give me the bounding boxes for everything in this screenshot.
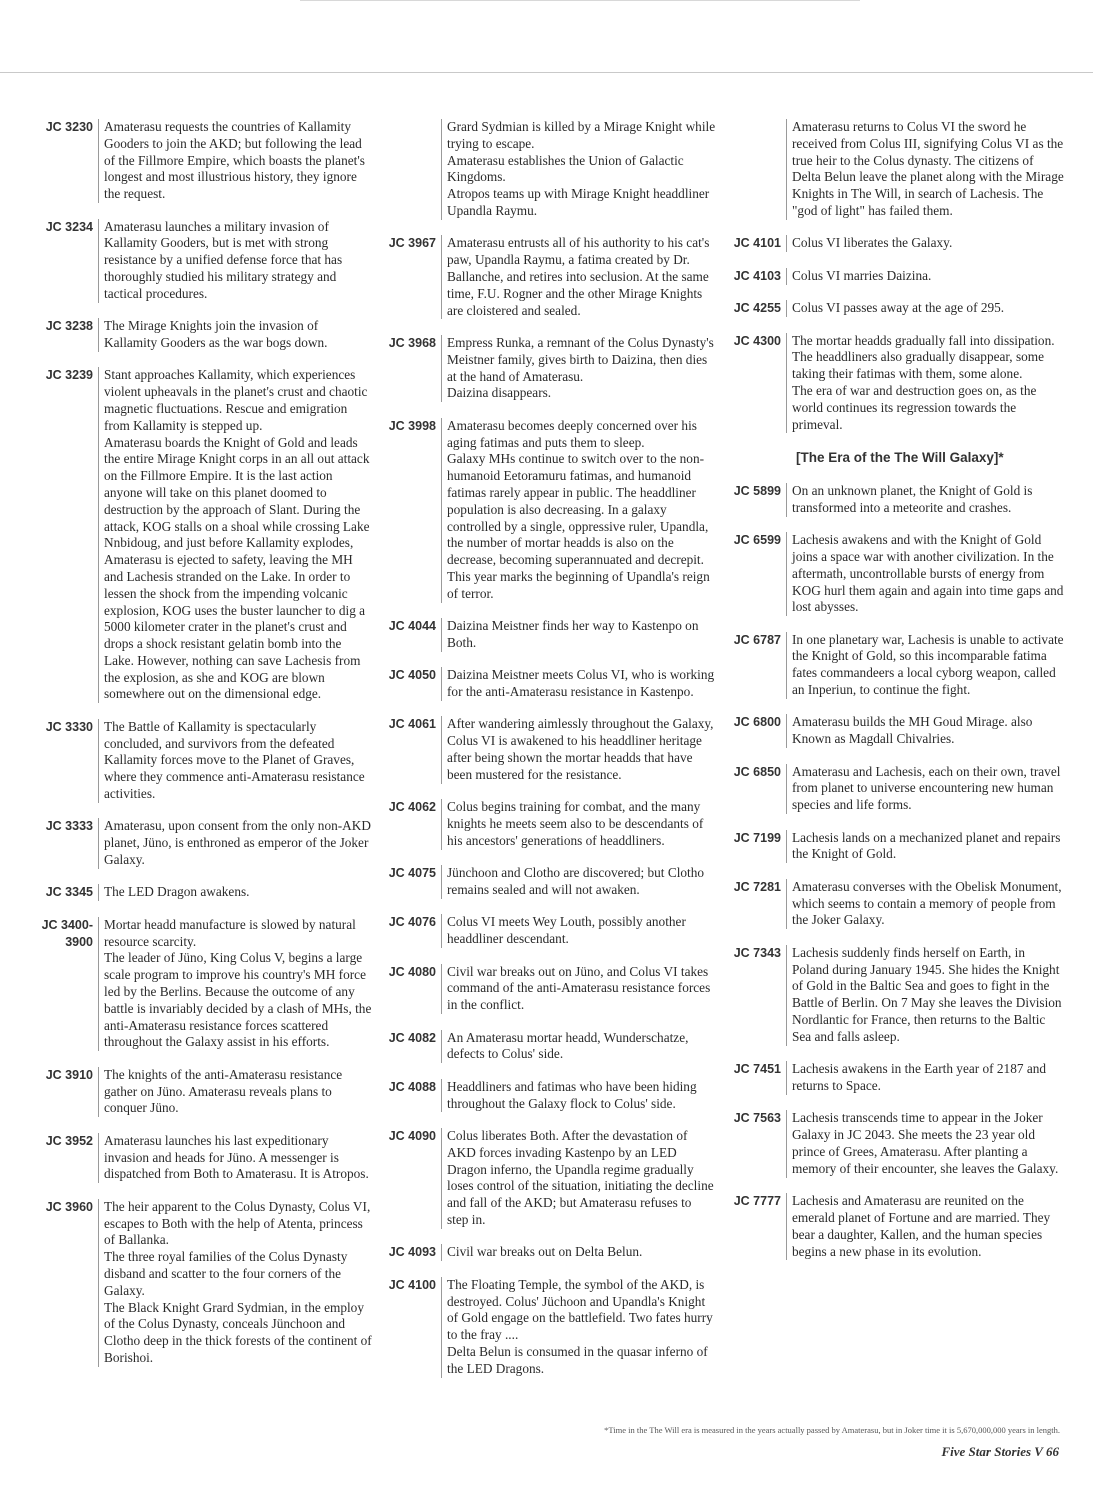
entry-text [786, 714, 1068, 748]
entry-paragraph: Amaterasu builds the MH Goud Mirage. also Known as Magdall Chivalries. [792, 714, 1033, 747]
entry-paragraph: Amaterasu becomes deeply concerned over his aging fatimas and puts them to sleep. [447, 417, 697, 450]
entry-year: JC 4100 [388, 1277, 436, 1292]
timeline-entry [724, 483, 1068, 517]
entry-year: JC 4061 [388, 717, 436, 732]
entry-paragraph: Delta Belun is consumed in the quasar inferno of the LED Dragons. [447, 1343, 708, 1376]
entry-year: JC 7777 [733, 1194, 781, 1209]
entry-year: JC 3910 [45, 1067, 93, 1082]
entry-paragraph: After wandering aimlessly throughout the Galaxy, Colus VI is awakened to his headdliner heritage after being shown the mortar headds that have been mustered for the resistance. [447, 716, 714, 782]
entry-year: JC 3238 [45, 319, 93, 334]
timeline-entry [724, 532, 1068, 616]
timeline-entry [28, 119, 378, 203]
top-edge-mark [300, 0, 860, 1]
entry-paragraph: The Battle of Kallamity is spectacularly concluded, and survivors from the defeated Kallamity forces move to the Planet of Graves, where they commence anti-Amaterasu resistance activities. [104, 718, 365, 802]
entry-text [441, 1244, 720, 1261]
entry-text [441, 1277, 720, 1378]
entry-year: JC 4103 [733, 268, 781, 283]
entry-year: JC 4076 [388, 915, 436, 930]
entry-paragraph: Amaterasu, upon consent from the only non-AKD planet, Jüno, is enthroned as emperor of the Joker Galaxy. [104, 818, 371, 868]
timeline-entry [724, 300, 1068, 317]
entry-text [441, 1030, 720, 1064]
timeline-entry [724, 1193, 1068, 1260]
entry-paragraph: Amaterasu launches his last expeditionary invasion and heads for Jüno. A messenger is dispatched from Both to Amaterasu. It is Atropos. [104, 1132, 369, 1182]
entry-year: JC 4090 [388, 1128, 436, 1143]
timeline-entry [724, 1061, 1068, 1095]
entry-year: JC 7281 [733, 879, 781, 894]
entry-text [786, 268, 1068, 285]
entry-year: JC 4101 [733, 236, 781, 251]
entry-text [786, 1061, 1068, 1095]
entry-text [441, 914, 720, 948]
header-rule [0, 72, 1093, 73]
entry-year: JC 4050 [388, 668, 436, 683]
timeline-column-1 [28, 119, 378, 1382]
entry-year: JC 3967 [388, 236, 436, 251]
entry-paragraph: Lachesis awakens in the Earth year of 2187 and returns to Space. [792, 1061, 1047, 1093]
entry-year: JC 3400-3900 [41, 917, 93, 949]
entry-year: JC 4062 [388, 800, 436, 815]
entry-text [441, 335, 720, 402]
entry-paragraph: Empress Runka, a remnant of the Colus Dynasty's Meistner family, gives birth to Daizina, then dies at the hand of Amaterasu. [447, 334, 714, 384]
entry-year: JC 6850 [733, 764, 781, 779]
entry-paragraph: Colus VI liberates the Galaxy. [792, 235, 953, 251]
entry-text [786, 632, 1068, 699]
entry-paragraph: This year marks the beginning of Upandla's reign of terror. [447, 568, 710, 601]
timeline-entry [28, 1199, 378, 1367]
entry-paragraph: Lachesis and Amaterasu are reunited on the emerald planet of Fortune and are married. They bear a daughter, Kallen, and the human species begins a new phase in its evolution. [792, 1193, 1051, 1259]
entry-year: JC 3968 [388, 335, 436, 350]
entry-text [98, 119, 378, 203]
entry-paragraph: The era of war and destruction goes on, as the world continues its regression towards the primeval. [792, 382, 1037, 432]
timeline-entry [380, 1277, 720, 1378]
entry-text [98, 318, 378, 352]
timeline-column-3-bottom [724, 483, 1068, 1260]
entry-year: JC 7563 [733, 1111, 781, 1126]
entry-paragraph: The knights of the anti-Amaterasu resistance gather on Jüno. Amaterasu reveals plans to conquer Jüno. [104, 1066, 343, 1116]
entry-paragraph: Grard Sydmian is killed by a Mirage Knight while trying to escape. [447, 119, 716, 151]
timeline-column-2 [380, 119, 720, 1393]
entry-text [441, 865, 720, 899]
entry-paragraph: Amaterasu entrusts all of his authority to his cat's paw, Upandla Raymu, a fatima created by Dr. Ballanche, and retires into seclusion. At the same time, F.U. Rogner and the other Mirage Knights are cloistered and sealed. [447, 235, 710, 318]
entry-year: JC 3952 [45, 1133, 93, 1148]
timeline-entry [380, 235, 720, 319]
era-heading: [The Era of the The Will Galaxy]* [796, 449, 1004, 465]
entry-paragraph: Atropos teams up with Mirage Knight headdliner Upandla Raymu. [447, 186, 710, 218]
timeline-entry [380, 119, 720, 220]
entry-paragraph: Daizina Meistner finds her way to Kastenpo on Both. [447, 618, 699, 650]
entry-text [786, 764, 1068, 814]
entry-paragraph: The LED Dragon awakens. [104, 884, 250, 900]
entry-paragraph: Civil war breaks out on Jüno, and Colus VI takes command of the anti-Amaterasu resistance forces in the conflict. [447, 963, 711, 1013]
entry-text [786, 119, 1068, 220]
entry-paragraph: Amaterasu and Lachesis, each on their own, travel from planet to universe encountering new human species and life forms. [792, 763, 1061, 813]
entry-paragraph: Amaterasu boards the Knight of Gold and leads the entire Mirage Knight corps in an all out attack on the Fillmore Empire. It is the last action anyone will take on this planet doomed to destruction by the approach of Slant. During the attack, KOG stalls on a shoal while crossing Lake Nnbidoug, and just before Kallamity explodes, Amaterasu is ejected to safety, leaving the MH and Lachesis stranded on the Lake. In order to lessen the shock from the impending volcanic explosion, KOG uses the buster launcher to dig a 5000 kilometer crater in the planet's crust and drops a shock resistant gelatin bomb into the Lake. However, nothing can save Lachesis from the explosion, as she and KOG are blown somewhere out on the dimensional edge. [104, 434, 370, 702]
footnote: *Time in the The Will era is measured in the years actually passed by Amaterasu, but in Joker time it is 5,670,000,000 years in length. [604, 1425, 1060, 1435]
entry-year: JC 4080 [388, 964, 436, 979]
entry-paragraph: Daizina disappears. [447, 385, 552, 401]
entry-year: JC 3330 [45, 719, 93, 734]
timeline-entry [724, 830, 1068, 864]
timeline-entry [724, 714, 1068, 748]
entry-text [786, 830, 1068, 864]
timeline-entry [28, 1133, 378, 1183]
entry-text [441, 1079, 720, 1113]
entry-text [98, 818, 378, 868]
entry-paragraph: The three royal families of the Colus Dynasty disband and scatter to the four corners of the Galaxy. [104, 1249, 348, 1298]
entry-text [441, 119, 720, 220]
entry-paragraph: Colus liberates Both. After the devastation of AKD forces invading Kastenpo by an LED Dragon inferno, the Upandla regime gradually loses control of the situation, initiating the decline and fall of the AKD; but Amaterasu refuses to step in. [447, 1127, 714, 1227]
entry-paragraph: The heir apparent to the Colus Dynasty, Colus VI, escapes to Both with the help of Atenta, princess of Ballanka. [104, 1198, 371, 1248]
entry-year: JC 3234 [45, 219, 93, 234]
entry-text [98, 884, 378, 901]
entry-text [786, 300, 1068, 317]
entry-paragraph: Amaterasu converses with the Obelisk Monument, which seems to contain a memory of people from the Joker Galaxy. [792, 878, 1062, 928]
entry-paragraph: The leader of Jüno, King Colus V, begins a large scale program to improve his country's MH force led by the Berlins. Because the outcome of any battle is invariably decided by a clash of MHs, the anti-Amaterasu resistance forces scattered throughout the Galaxy assist in his efforts. [104, 950, 372, 1050]
timeline-column-3-top [724, 119, 1068, 433]
timeline-entry [28, 719, 378, 803]
entry-year: JC 4300 [733, 333, 781, 348]
entry-year: JC 4093 [388, 1245, 436, 1260]
entry-year: JC 6599 [733, 533, 781, 548]
entry-paragraph: Civil war breaks out on Delta Belun. [447, 1244, 643, 1260]
entry-text [441, 964, 720, 1014]
entry-paragraph: Colus VI marries Daizina. [792, 267, 932, 283]
timeline-entry [28, 884, 378, 901]
timeline-entry [724, 119, 1068, 220]
entry-text [98, 1199, 378, 1367]
timeline-entry [380, 1244, 720, 1261]
timeline-entry [28, 818, 378, 868]
entry-paragraph: Mortar headd manufacture is slowed by natural resource scarcity. [104, 916, 356, 949]
timeline-entry [724, 268, 1068, 285]
timeline-entry [724, 879, 1068, 929]
entry-paragraph: In one planetary war, Lachesis is unable to activate the Knight of Gold, so this incomparable fatima fates commandeers a local cyborg weapon, called an Inperiun, to continue the fight. [792, 631, 1064, 698]
entry-year: JC 7451 [733, 1062, 781, 1077]
entry-year: JC 4255 [733, 301, 781, 316]
timeline-entry [724, 945, 1068, 1046]
timeline-entry [380, 799, 720, 849]
timeline-entry [724, 1110, 1068, 1177]
entry-paragraph: On an unknown planet, the Knight of Gold is transformed into a meteorite and crashes. [792, 482, 1033, 515]
entry-paragraph: Lachesis transcends time to appear in the Joker Galaxy in JC 2043. She meets the 23 year old prince of Grees, Amaterasu. After planting a memory of their encounter, she leaves the Galaxy. [792, 1110, 1059, 1176]
entry-paragraph: The Floating Temple, the symbol of the AKD, is destroyed. Colus' Jüchoon and Upandla's Knight of Gold engage on the battlefield. Two fates hurry to the fray .... [447, 1276, 713, 1343]
entry-paragraph: Amaterasu establishes the Union of Galactic Kingdoms. [447, 152, 684, 185]
entry-paragraph: Amaterasu returns to Colus VI the sword he received from Colus III, signifying Colus VI as the true heir to the Colus dynasty. The citizens of Delta Belun leave the planet along with the Mirage Knights in The Will, in search of Lachesis. The "god of light" has failed them. [792, 119, 1064, 218]
entry-year: JC 4082 [388, 1030, 436, 1045]
entry-year: JC 3230 [45, 120, 93, 134]
entry-paragraph: Jünchoon and Clotho are discovered; but Clotho remains sealed and will not awaken. [447, 865, 705, 898]
entry-text [441, 1128, 720, 1229]
timeline-entry [380, 667, 720, 701]
entry-year: JC 3239 [45, 368, 93, 383]
timeline-entry [380, 618, 720, 652]
entry-text [786, 879, 1068, 929]
entry-text [786, 945, 1068, 1046]
entry-year: JC 3345 [45, 885, 93, 900]
timeline-entry [380, 716, 720, 783]
timeline-entry [380, 914, 720, 948]
entry-paragraph: Amaterasu launches a military invasion of Kallamity Gooders, but is met with strong resistance by a unified defense force that has thoroughly studied his military strategy and tactical procedures. [104, 218, 343, 301]
entry-paragraph: Headdliners and fatimas who have been hiding throughout the Galaxy flock to Colus' side. [447, 1078, 697, 1111]
entry-year: JC 5899 [733, 483, 781, 498]
entry-paragraph: The Black Knight Grard Sydmian, in the employ of the Colus Dynasty, conceals Jünchoon and Clotho deep in the thick forests of the continent of Borishoi. [104, 1299, 372, 1365]
timeline-entry [724, 333, 1068, 434]
entry-paragraph: Amaterasu requests the countries of Kallamity Gooders to join the AKD; but following the lead of the Fillmore Empire, which boasts the planet's longest and most illustrious history, they ignore the request. [104, 119, 365, 202]
entry-text [98, 917, 378, 1051]
timeline-entry [380, 335, 720, 402]
timeline-entry [380, 964, 720, 1014]
timeline-entry [28, 367, 378, 703]
entry-text [441, 618, 720, 652]
timeline-entry [28, 318, 378, 352]
timeline-entry [724, 632, 1068, 699]
timeline-entry [380, 418, 720, 603]
entry-text [786, 333, 1068, 434]
timeline-entry [380, 1128, 720, 1229]
entry-paragraph: Lachesis suddenly finds herself on Earth, in Poland during January 1945. She hides the Knight of Gold in the Baltic Sea and goes to fight in the Battle of Berlin. On 7 May she leaves the Division Nordlantic for France, then returns to the Baltic Sea and falls asleep. [792, 944, 1062, 1044]
entry-year: JC 7199 [733, 830, 781, 845]
entry-paragraph: Colus VI passes away at the age of 295. [792, 300, 1005, 316]
entry-text [441, 716, 720, 783]
entry-text [786, 1193, 1068, 1260]
timeline-entry [28, 1067, 378, 1117]
entry-text [98, 1067, 378, 1117]
timeline-entry [724, 764, 1068, 814]
entry-paragraph: Lachesis lands on a mechanized planet and repairs the Knight of Gold. [792, 829, 1061, 862]
timeline-column-3 [724, 119, 1068, 1276]
entry-text [98, 367, 378, 703]
entry-year: JC 6800 [733, 715, 781, 730]
entry-text [441, 235, 720, 319]
entry-paragraph: Galaxy MHs continue to switch over to the non-humanoid Eetoramuru fatimas, and humanoid fatimas rarely appear in public. The headdliner population is also decreasing. In a galaxy controlled by a single, oppressive ruler, Upandla, the number of mortar headds is also on the decrease, becoming superannuated and decrepit. [447, 451, 709, 568]
entry-year: JC 6787 [733, 632, 781, 647]
page-label: Five Star Stories V 66 [941, 1444, 1059, 1459]
entry-text [98, 1133, 378, 1183]
entry-paragraph: Lachesis awakens and with the Knight of Gold joins a space war with another civilization. In the aftermath, uncontrollable bursts of energy from KOG hurl them again and again into time gaps and lost abysses. [792, 532, 1064, 615]
entry-year: JC 4088 [388, 1079, 436, 1094]
entry-text [786, 483, 1068, 517]
entry-text [786, 1110, 1068, 1177]
entry-text [786, 235, 1068, 252]
entry-year: JC 3333 [45, 819, 93, 834]
entry-year: JC 4044 [388, 619, 436, 634]
timeline-entry [380, 1079, 720, 1113]
timeline-entry [28, 219, 378, 303]
timeline-entry [28, 917, 378, 1051]
entry-year: JC 3960 [45, 1199, 93, 1214]
entry-text [441, 418, 720, 603]
entry-year: JC 3998 [388, 418, 436, 433]
entry-year: JC 4075 [388, 866, 436, 881]
timeline-entry [380, 865, 720, 899]
entry-paragraph: Colus VI meets Wey Louth, possibly another headdliner descendant. [447, 914, 686, 947]
entry-paragraph: The mortar headds gradually fall into dissipation. The headdliners also gradually disappear, some taking their fatimas with them, some alone. [792, 332, 1055, 382]
entry-paragraph: Daizina Meistner meets Colus VI, who is working for the anti-Amaterasu resistance in Kastenpo. [447, 667, 715, 700]
entry-text [98, 719, 378, 803]
timeline-entry [724, 235, 1068, 252]
entry-text [441, 667, 720, 701]
entry-paragraph: Stant approaches Kallamity, which experiences violent upheavals in the planet's crust and chaotic magnetic fluctuations. Rescue and emigration from Kallamity is stepped up. [104, 367, 368, 433]
entry-paragraph: The Mirage Knights join the invasion of Kallamity Gooders as the war bogs down. [104, 318, 328, 350]
entry-text [98, 219, 378, 303]
timeline-entry [380, 1030, 720, 1064]
entry-paragraph: An Amaterasu mortar headd, Wunderschatze, defects to Colus' side. [447, 1029, 689, 1062]
entry-paragraph: Colus begins training for combat, and the many knights he meets seem also to be descendants of his ancestors' generations of headdliners. [447, 799, 704, 848]
entry-text [441, 799, 720, 849]
entry-text [786, 532, 1068, 616]
entry-year: JC 7343 [733, 945, 781, 960]
